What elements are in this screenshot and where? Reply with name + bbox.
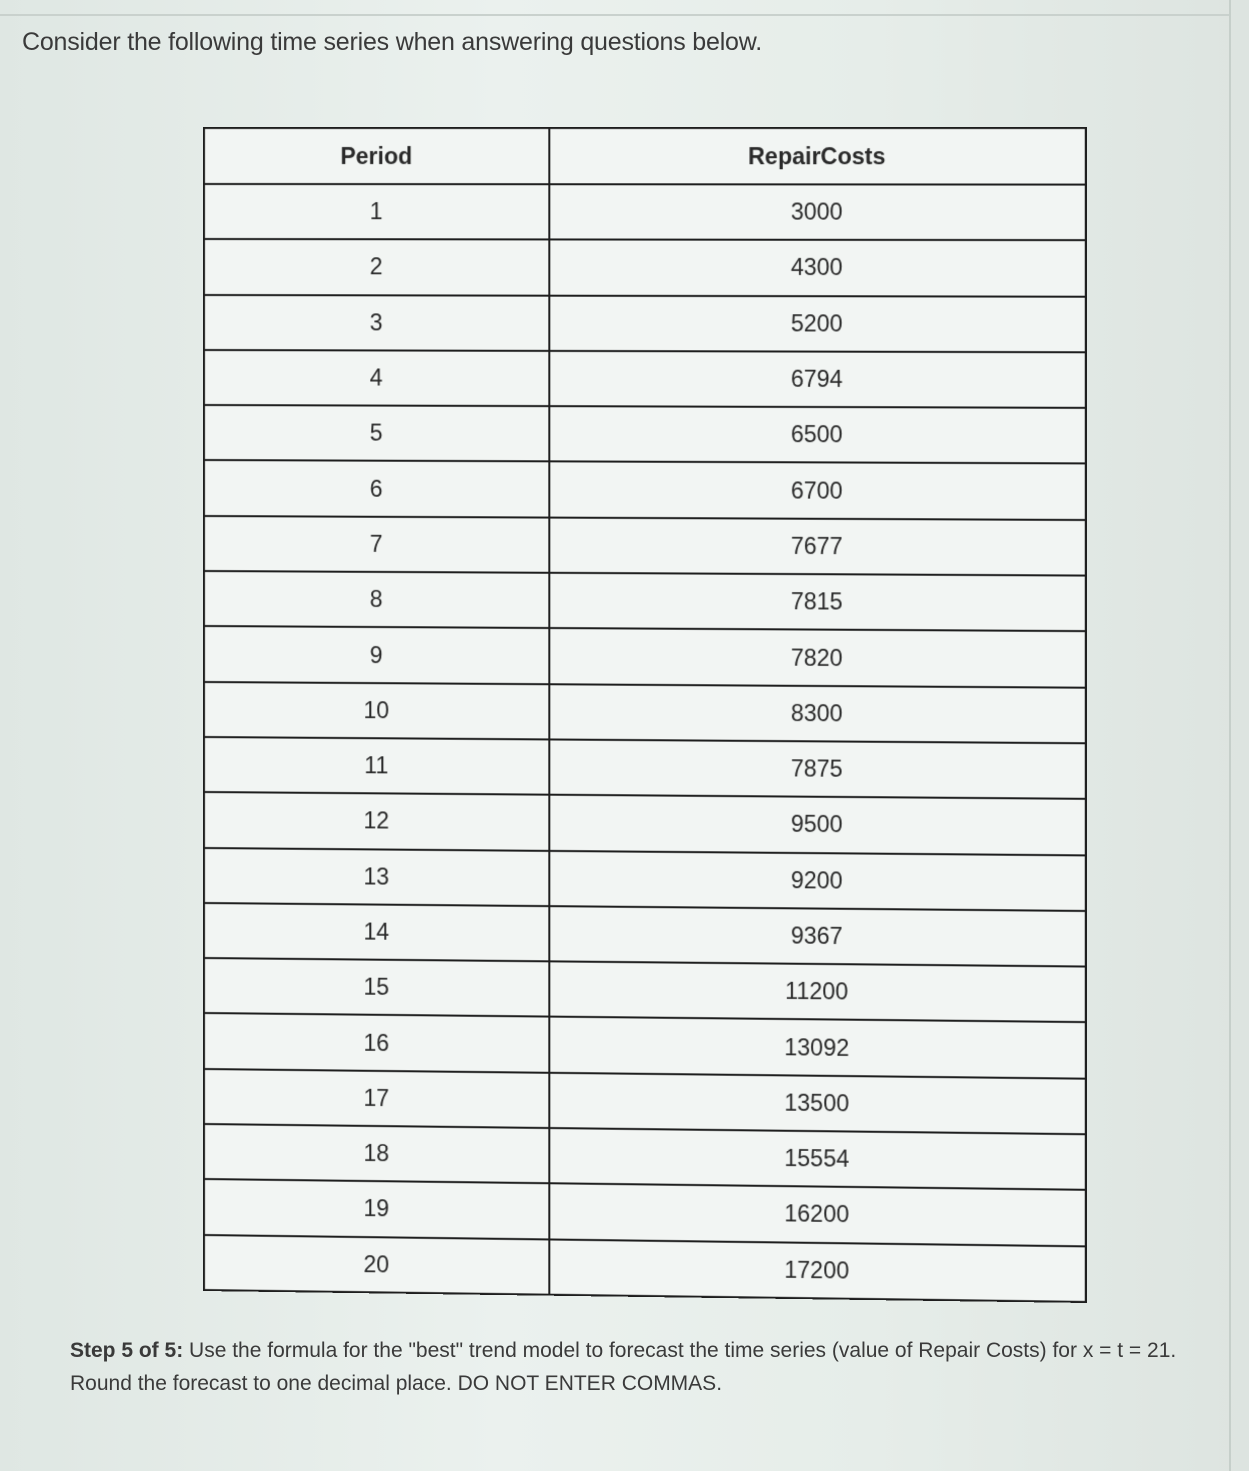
period-cell: 14	[204, 903, 549, 962]
table-row	[204, 516, 1086, 576]
header-repair-costs: RepairCosts	[549, 128, 1085, 185]
table-row	[204, 958, 1086, 1022]
period-cell: 15	[204, 958, 549, 1017]
period-cell: 6	[204, 460, 549, 517]
intro-text: Consider the following time series when answering questions below.	[22, 28, 762, 56]
table-row	[204, 903, 1086, 967]
table-row	[204, 184, 1086, 240]
period-cell: 18	[204, 1124, 549, 1184]
period-cell: 3	[204, 295, 549, 351]
table-row	[204, 626, 1086, 687]
repair-costs-cell: 9367	[549, 906, 1085, 967]
period-cell: 19	[204, 1179, 549, 1239]
period-cell: 7	[204, 516, 549, 573]
repair-costs-cell: 6500	[549, 406, 1085, 464]
period-cell: 5	[204, 405, 549, 462]
period-cell: 20	[204, 1235, 549, 1295]
table-row	[204, 239, 1086, 296]
step-label: Step 5 of 5:	[70, 1339, 184, 1362]
repair-costs-cell: 7875	[549, 739, 1085, 799]
table-row	[204, 460, 1086, 519]
time-series-table-container	[203, 127, 1087, 1303]
time-series-table	[203, 127, 1087, 1303]
table-row	[204, 405, 1086, 464]
repair-costs-cell: 13500	[549, 1073, 1085, 1135]
table-header-row	[204, 128, 1086, 185]
period-cell: 8	[204, 571, 549, 628]
period-cell: 12	[204, 792, 549, 850]
repair-costs-cell: 3000	[549, 184, 1085, 240]
repair-costs-cell: 9500	[549, 795, 1085, 855]
repair-costs-cell: 16200	[549, 1184, 1085, 1246]
period-cell: 10	[204, 682, 549, 740]
table-row	[204, 571, 1086, 631]
period-cell: 1	[204, 184, 549, 240]
table-row	[204, 792, 1086, 855]
table-row	[204, 682, 1086, 744]
repair-costs-cell: 7820	[549, 628, 1085, 687]
step-instruction: Round the forecast to one decimal place. DO NOT ENTER COMMAS.	[70, 1372, 723, 1395]
repair-costs-cell: 15554	[549, 1128, 1085, 1190]
step-line	[70, 1334, 1200, 1367]
table-row	[204, 1235, 1086, 1302]
top-divider	[0, 14, 1230, 16]
repair-costs-cell: 7677	[549, 517, 1085, 575]
table-row	[204, 1069, 1086, 1135]
table-row	[204, 295, 1086, 353]
right-divider	[1229, 0, 1231, 1471]
header-period: Period	[204, 128, 549, 184]
step-question	[70, 1334, 1200, 1400]
period-cell: 11	[204, 737, 549, 795]
repair-costs-cell: 17200	[549, 1239, 1085, 1302]
repair-costs-cell: 13092	[549, 1017, 1085, 1078]
step-text: Use the formula for the "best" trend model to forecast the time series (value of Repair Costs) for x = t = 21.	[183, 1339, 1177, 1362]
table-row	[204, 1013, 1086, 1078]
repair-costs-cell: 9200	[549, 850, 1085, 910]
table-row	[204, 350, 1086, 408]
table-row	[204, 737, 1086, 799]
table-row	[204, 848, 1086, 911]
period-cell: 13	[204, 848, 549, 906]
repair-costs-cell: 6794	[549, 351, 1085, 408]
repair-costs-cell: 8300	[549, 684, 1085, 743]
table-body	[204, 184, 1086, 1302]
period-cell: 2	[204, 239, 549, 295]
repair-costs-cell: 7815	[549, 573, 1085, 632]
period-cell: 17	[204, 1069, 549, 1128]
repair-costs-cell: 4300	[549, 240, 1085, 297]
period-cell: 9	[204, 626, 549, 684]
repair-costs-cell: 5200	[549, 295, 1085, 352]
repair-costs-cell: 6700	[549, 462, 1085, 520]
period-cell: 4	[204, 350, 549, 406]
repair-costs-cell: 11200	[549, 962, 1085, 1023]
period-cell: 16	[204, 1013, 549, 1072]
